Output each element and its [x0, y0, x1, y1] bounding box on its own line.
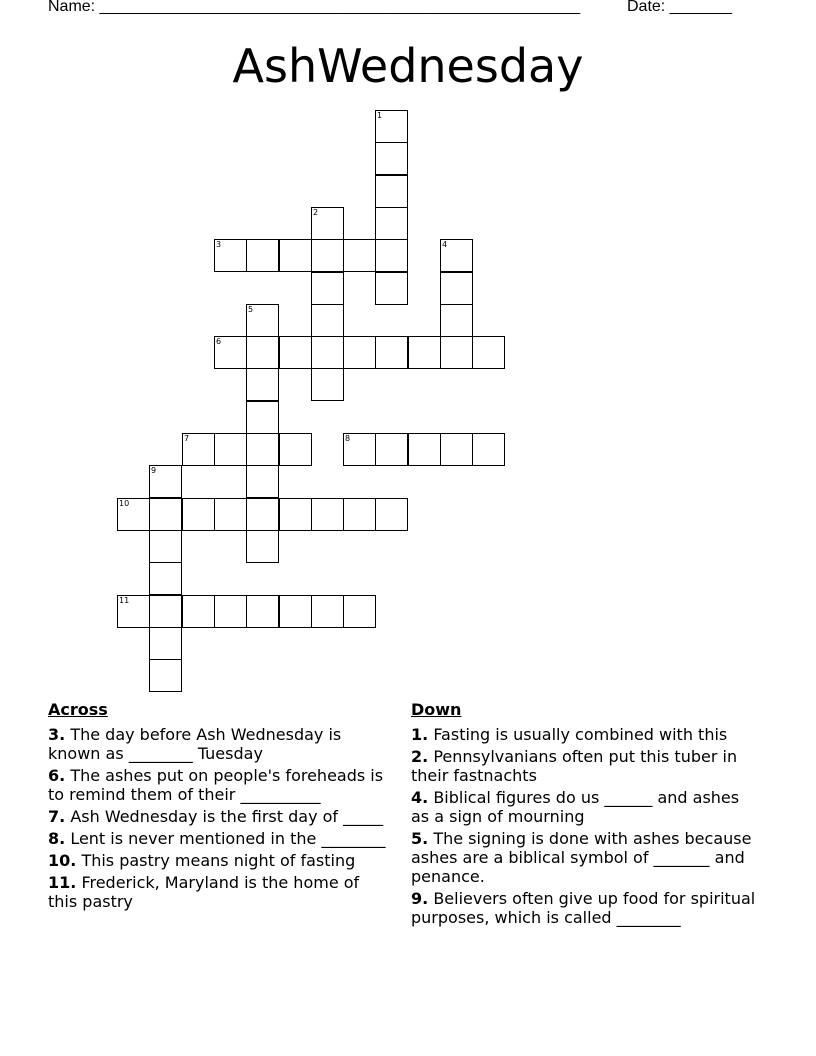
- grid-cell[interactable]: [440, 239, 473, 272]
- puzzle-title: AshWednesday: [232, 39, 584, 93]
- grid-cell[interactable]: [343, 595, 376, 628]
- clue-down-2: [411, 747, 756, 785]
- clue-down-9: [411, 889, 756, 927]
- grid-cell[interactable]: [279, 433, 312, 466]
- grid-cell[interactable]: [246, 433, 279, 466]
- grid-cell[interactable]: [311, 272, 344, 305]
- grid-cell[interactable]: [246, 465, 279, 498]
- grid-cell[interactable]: [279, 239, 312, 272]
- clue-number: 11.: [48, 873, 77, 892]
- grid-cell[interactable]: [375, 498, 408, 531]
- grid-cell[interactable]: [246, 304, 279, 337]
- clue-across-8: [48, 829, 393, 848]
- grid-cell[interactable]: [182, 433, 215, 466]
- down-clues: [411, 700, 756, 930]
- clue-across-7: [48, 807, 393, 826]
- clue-number: 7.: [48, 807, 66, 826]
- grid-cell[interactable]: [375, 336, 408, 369]
- clue-text: Biblical figures do us ______ and ashes as a sign of mourning: [411, 788, 740, 826]
- clue-text: The signing is done with ashes because ashes are a biblical symbol of _______ and penance.: [411, 829, 752, 886]
- grid-cell[interactable]: [279, 595, 312, 628]
- grid-cell[interactable]: [246, 498, 279, 531]
- clue-down-1: [411, 725, 756, 744]
- grid-cell[interactable]: [311, 207, 344, 240]
- cell-number: 5: [248, 305, 254, 314]
- clue-text: Believers often give up food for spiritual purposes, which is called ________: [411, 889, 756, 927]
- grid-cell[interactable]: [440, 272, 473, 305]
- grid-cell[interactable]: [311, 304, 344, 337]
- grid-cell[interactable]: [311, 239, 344, 272]
- grid-cell[interactable]: [375, 142, 408, 175]
- cell-number: 7: [184, 434, 190, 443]
- clue-text: Ash Wednesday is the first day of _____: [70, 807, 384, 826]
- grid-cell[interactable]: [440, 336, 473, 369]
- clue-down-5: [411, 829, 756, 886]
- grid-cell[interactable]: [343, 336, 376, 369]
- grid-cell[interactable]: [375, 207, 408, 240]
- grid-cell[interactable]: [311, 336, 344, 369]
- grid-cell[interactable]: [246, 239, 279, 272]
- cell-number: 11: [119, 596, 130, 605]
- grid-cell[interactable]: [375, 272, 408, 305]
- grid-cell[interactable]: [182, 595, 215, 628]
- grid-cell[interactable]: [214, 433, 247, 466]
- cell-number: 4: [442, 240, 448, 249]
- clue-number: 4.: [411, 788, 429, 807]
- grid-cell[interactable]: [375, 110, 408, 143]
- grid-cell[interactable]: [375, 239, 408, 272]
- grid-cell[interactable]: [343, 433, 376, 466]
- date-field-label: Date: _______: [627, 0, 732, 15]
- clue-number: 10.: [48, 851, 77, 870]
- clue-text: The day before Ash Wednesday is known as ________ Tuesday: [48, 725, 342, 763]
- clue-text: Lent is never mentioned in the ________: [70, 829, 386, 848]
- across-clues: [48, 700, 393, 914]
- clue-down-4: [411, 788, 756, 826]
- grid-cell[interactable]: [182, 498, 215, 531]
- name-field-label: Name: ______________________________________________________: [48, 0, 581, 15]
- grid-cell[interactable]: [149, 659, 182, 692]
- down-heading: Down: [411, 700, 462, 719]
- grid-cell[interactable]: [440, 304, 473, 337]
- grid-cell[interactable]: [311, 368, 344, 401]
- clue-across-6: [48, 766, 393, 804]
- cell-number: 3: [216, 240, 222, 249]
- grid-cell[interactable]: [472, 336, 505, 369]
- clue-text: Frederick, Maryland is the home of this pastry: [48, 873, 360, 911]
- grid-cell[interactable]: [117, 595, 150, 628]
- clue-number: 8.: [48, 829, 66, 848]
- clue-number: 6.: [48, 766, 66, 785]
- clue-number: 9.: [411, 889, 429, 908]
- cell-number: 10: [119, 499, 130, 508]
- clue-text: Pennsylvanians often put this tuber in their fastnachts: [411, 747, 738, 785]
- clue-text: This pastry means night of fasting: [81, 851, 356, 870]
- grid-cell[interactable]: [343, 239, 376, 272]
- grid-cell[interactable]: [214, 595, 247, 628]
- clue-text: Fasting is usually combined with this: [433, 725, 728, 744]
- grid-cell[interactable]: [246, 368, 279, 401]
- grid-cell[interactable]: [246, 530, 279, 563]
- grid-cell[interactable]: [214, 498, 247, 531]
- grid-cell[interactable]: [214, 336, 247, 369]
- grid-cell[interactable]: [343, 498, 376, 531]
- grid-cell[interactable]: [279, 336, 312, 369]
- clue-across-11: [48, 873, 393, 911]
- grid-cell[interactable]: [311, 498, 344, 531]
- clue-across-3: [48, 725, 393, 763]
- clue-text: The ashes put on people's foreheads is to remind them of their __________: [48, 766, 384, 804]
- across-heading: Across: [48, 700, 108, 719]
- grid-cell[interactable]: [149, 465, 182, 498]
- grid-cell[interactable]: [408, 336, 441, 369]
- cell-number: 8: [345, 434, 351, 443]
- grid-cell[interactable]: [246, 336, 279, 369]
- grid-cell[interactable]: [375, 175, 408, 208]
- grid-cell[interactable]: [246, 401, 279, 434]
- grid-cell[interactable]: [149, 498, 182, 531]
- clue-number: 2.: [411, 747, 429, 766]
- grid-cell[interactable]: [214, 239, 247, 272]
- grid-cell[interactable]: [246, 595, 279, 628]
- grid-cell[interactable]: [472, 433, 505, 466]
- grid-cell[interactable]: [408, 433, 441, 466]
- cell-number: 1: [377, 111, 383, 120]
- clue-number: 3.: [48, 725, 66, 744]
- grid-cell[interactable]: [149, 530, 182, 563]
- cell-number: 9: [151, 466, 157, 475]
- clue-number: 5.: [411, 829, 429, 848]
- grid-cell[interactable]: [440, 433, 473, 466]
- grid-cell[interactable]: [149, 595, 182, 628]
- cell-number: 6: [216, 337, 222, 346]
- grid-cell[interactable]: [375, 433, 408, 466]
- clue-across-10: [48, 851, 393, 870]
- clue-number: 1.: [411, 725, 429, 744]
- grid-cell[interactable]: [149, 562, 182, 595]
- cell-number: 2: [313, 208, 319, 217]
- grid-cell[interactable]: [149, 627, 182, 660]
- grid-cell[interactable]: [279, 498, 312, 531]
- grid-cell[interactable]: [117, 498, 150, 531]
- grid-cell[interactable]: [311, 595, 344, 628]
